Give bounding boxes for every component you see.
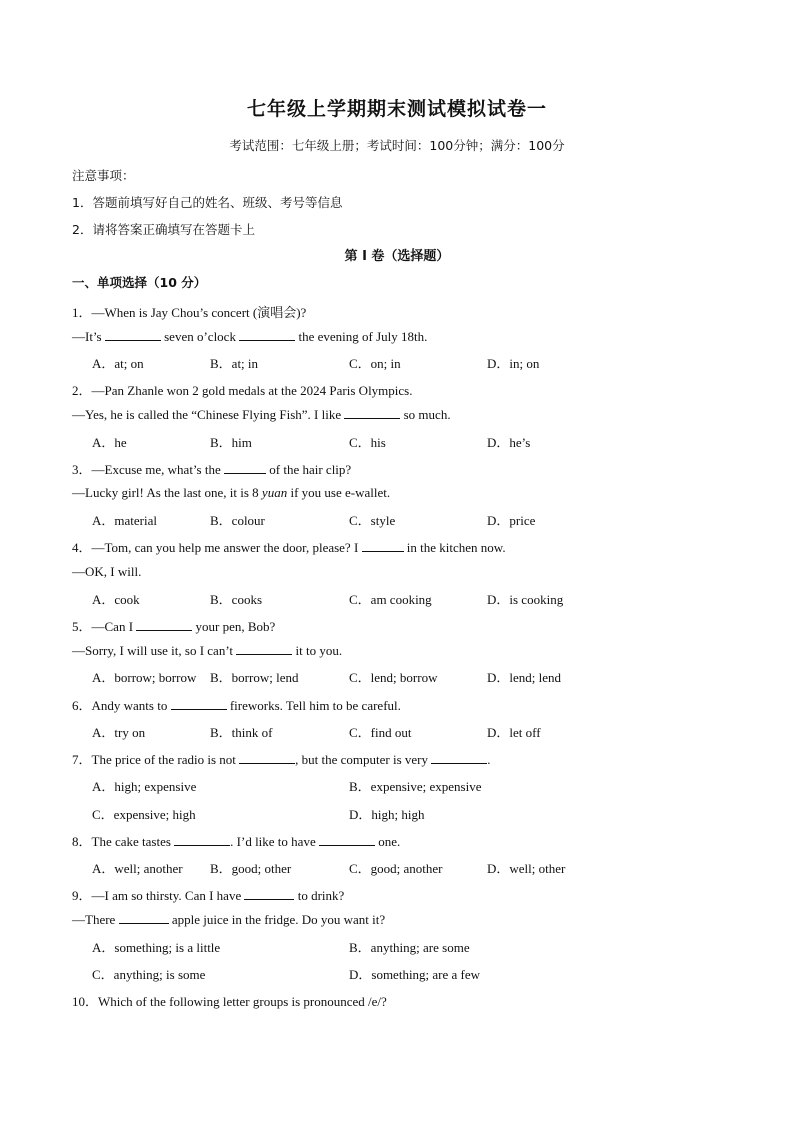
q2-option-b: B．him: [210, 435, 252, 450]
q9-option-b: B．anything; are some: [349, 940, 470, 955]
q4-option-c: C．am cooking: [349, 592, 432, 607]
q6-option-a: A．try on: [92, 725, 146, 740]
answer-blank: [239, 328, 295, 341]
q9-option-d: D．something; are a few: [349, 967, 481, 982]
q2-stem: 2．—Pan Zhanle won 2 gold medals at the 2024 Paris Olympics.: [72, 383, 413, 398]
answer-blank: [224, 461, 266, 474]
answer-blank: [431, 751, 487, 764]
q8-option-a: A．well; another: [92, 861, 183, 876]
q5-reply: —Sorry, I will use it, so I can’t it to you.: [72, 643, 343, 658]
q4-reply: —OK, I will.: [72, 564, 142, 579]
q6-stem: 6．Andy wants to fireworks. Tell him to be careful.: [72, 698, 401, 713]
q8-option-c: C．good; another: [349, 861, 443, 876]
q3-option-b: B．colour: [210, 513, 265, 528]
answer-blank: [171, 697, 227, 710]
q5-option-d: D．lend; lend: [487, 670, 562, 685]
answer-blank: [362, 539, 404, 552]
answer-blank: [344, 406, 400, 419]
q1-stem: 1．—When is Jay Chou’s concert (演唱会)?: [72, 305, 307, 320]
q9-option-a: A．something; is a little: [92, 940, 221, 955]
q8-stem: 8．The cake tastes . I’d like to have one.: [72, 834, 401, 849]
q3-option-d: D．price: [487, 513, 536, 528]
q1-option-b: B．at; in: [210, 356, 259, 371]
answer-blank: [319, 833, 375, 846]
q6-option-d: D．let off: [487, 725, 541, 740]
q6-option-b: B．think of: [210, 725, 273, 740]
q4-option-d: D．is cooking: [487, 592, 564, 607]
answer-blank: [236, 642, 292, 655]
q1-option-a: A．at; on: [92, 356, 144, 371]
q8-option-b: B．good; other: [210, 861, 292, 876]
exam-subtitle: 考试范围：七年级上册；考试时间：100分钟；满分：100分: [229, 138, 565, 153]
answer-blank: [105, 328, 161, 341]
notice-item-1: 1．答题前填写好自己的姓名、班级、考号等信息: [72, 195, 343, 210]
q5-option-a: A．borrow; borrow: [92, 670, 197, 685]
answer-blank: [239, 751, 295, 764]
answer-blank: [136, 618, 192, 631]
notice-heading: 注意事项：: [72, 168, 135, 183]
q1-option-d: D．in; on: [487, 356, 540, 371]
q7-stem: 7．The price of the radio is not , but the computer is very .: [72, 752, 491, 767]
section-title: 一、单项选择（10 分）: [72, 275, 207, 290]
q3-reply: —Lucky girl! As the last one, it is 8 yuan if you use e-wallet.: [72, 485, 391, 500]
q2-option-d: D．he’s: [487, 435, 531, 450]
q6-option-c: C．find out: [349, 725, 412, 740]
notice-item-2: 2．请将答案正确填写在答题卡上: [72, 222, 255, 237]
q4-stem: 4．—Tom, can you help me answer the door, please? I in the kitchen now.: [72, 540, 506, 555]
q5-stem: 5．—Can I your pen, Bob?: [72, 619, 276, 634]
q7-option-a: A．high; expensive: [92, 779, 197, 794]
answer-blank: [244, 887, 294, 900]
q2-option-a: A．he: [92, 435, 127, 450]
answer-blank: [119, 911, 169, 924]
q9-stem: 9．—I am so thirsty. Can I have to drink?: [72, 888, 345, 903]
part-title: 第 I 卷（选择题）: [344, 249, 450, 264]
q5-option-c: C．lend; borrow: [349, 670, 438, 685]
q1-option-c: C．on; in: [349, 356, 401, 371]
q7-option-b: B．expensive; expensive: [349, 779, 482, 794]
q4-option-b: B．cooks: [210, 592, 263, 607]
q5-option-b: B．borrow; lend: [210, 670, 299, 685]
q7-option-d: D．high; high: [349, 807, 425, 822]
q4-option-a: A．cook: [92, 592, 140, 607]
q1-reply: —It’s seven o’clock the evening of July 18th.: [72, 329, 428, 344]
q7-option-c: C．expensive; high: [92, 807, 196, 822]
q3-option-c: C．style: [349, 513, 396, 528]
q8-option-d: D．well; other: [487, 861, 566, 876]
q9-option-c: C．anything; is some: [92, 967, 206, 982]
q2-reply: —Yes, he is called the “Chinese Flying Fish”. I like so much.: [72, 407, 451, 422]
exam-title: 七年级上学期期末测试模拟试卷一: [246, 98, 547, 120]
q10-stem: 10．Which of the following letter groups is pronounced /e/?: [72, 994, 387, 1009]
q3-stem: 3．—Excuse me, what’s the of the hair clip?: [72, 462, 352, 477]
q2-option-c: C．his: [349, 435, 386, 450]
q9-reply: —There apple juice in the fridge. Do you want it?: [72, 912, 386, 927]
q3-option-a: A．material: [92, 513, 157, 528]
answer-blank: [174, 833, 230, 846]
